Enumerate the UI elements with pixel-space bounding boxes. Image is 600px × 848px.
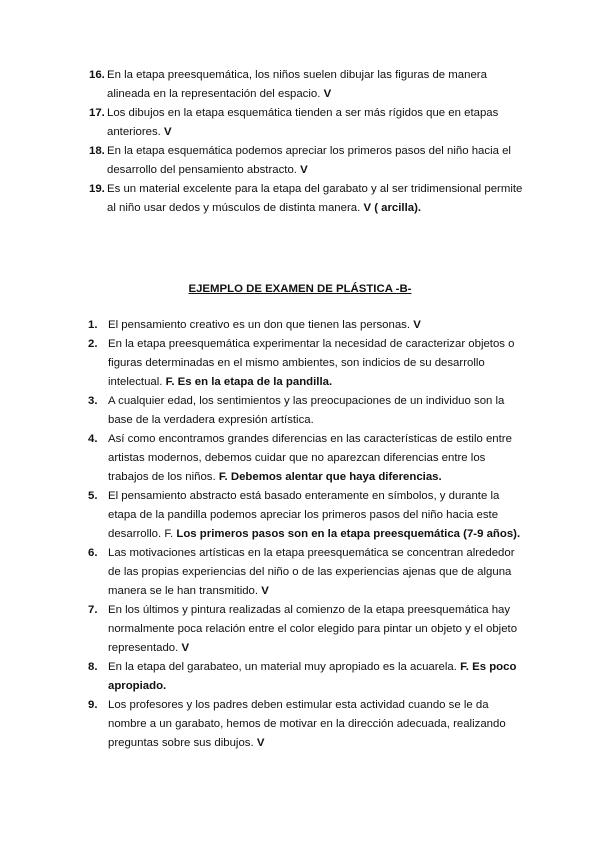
question-text: En la etapa preesquemática, los niños suelen dibujar las figuras de manera alineada en la representación del espacio. [107, 69, 487, 100]
question-number: 1. [88, 319, 98, 331]
question-answer: V [181, 642, 190, 654]
question-answer: V [261, 585, 269, 597]
question-item [88, 104, 528, 142]
question-text: A cualquier edad, los sentimientos y las preocupaciones de un individuo son la base de la verdadera expresión artística. [108, 395, 505, 426]
question-text: En la etapa preesquemática experimentar la necesidad de caracterizar objetos o figuras determinadas en el mismo ambientes, son indicios de su desarrollo intelectual. [108, 338, 515, 388]
question-number: 8. [88, 661, 98, 673]
question-number: 17. [89, 107, 105, 119]
question-number: 6. [88, 547, 98, 559]
question-item [88, 430, 528, 487]
question-answer: Los primeros pasos son en la etapa preesquemática (7-9 años). [176, 528, 521, 540]
question-item [88, 180, 528, 218]
question-number: 7. [88, 604, 98, 616]
question-list-b [88, 316, 528, 753]
question-number: 19. [89, 183, 105, 195]
question-text: En la etapa esquemática podemos apreciar los primeros pasos del niño hacia el desarrollo del pensamiento abstracto. [107, 145, 511, 176]
question-item [88, 392, 528, 430]
question-number: 9. [88, 699, 98, 711]
question-text: El pensamiento abstracto está basado enteramente en símbolos, y durante la etapa de la pandilla podemos apreciar los primeros pasos del niño hacia este desarrollo. F. [108, 490, 500, 540]
question-item [88, 316, 528, 335]
question-answer: V [323, 88, 332, 100]
question-answer: V [413, 319, 421, 331]
question-number: 18. [89, 145, 105, 157]
question-text: Las motivaciones artísticas en la etapa preesquemática se concentran alrededor de las propias experiencias del niño o de las experiencias ajenas que de alguna manera se le han transmitido. [108, 547, 515, 597]
exam-title: EJEMPLO DE EXAMEN DE PLÁSTICA -B- [188, 283, 412, 295]
question-list-a [88, 66, 528, 218]
question-item [88, 142, 528, 180]
question-text: Los dibujos en la etapa esquemática tienden a ser más rígidos que en etapas anteriores. [107, 107, 499, 138]
question-answer: V [164, 126, 172, 138]
question-item [88, 544, 528, 601]
question-number: 2. [88, 338, 98, 350]
question-answer: V [300, 164, 308, 176]
question-number: 4. [88, 433, 98, 445]
question-answer: F. Debemos alentar que haya diferencias. [218, 471, 442, 483]
question-number: 3. [88, 395, 98, 407]
question-answer: V ( arcilla). [363, 202, 422, 214]
question-item [88, 487, 528, 544]
question-answer: F. Es en la etapa de la pandilla. [165, 376, 333, 388]
question-item [88, 335, 528, 392]
question-number: 5. [88, 490, 98, 502]
question-answer: V [256, 737, 265, 749]
question-text: Así como encontramos grandes diferencias en las características de estilo entre artistas modernos, debemos cuidar que no aparezcan diferencias entre los trabajos de los niños. [108, 433, 512, 483]
question-item [88, 658, 528, 696]
question-item [88, 601, 528, 658]
question-number: 16. [89, 69, 105, 81]
question-answer: F. Es poco apropiado. [108, 661, 517, 692]
question-text: En la etapa del garabateo, un material muy apropiado es la acuarela. [108, 661, 457, 673]
question-text: Es un material excelente para la etapa del garabato y al ser tridimensional permite al niño usar dedos y músculos de distinta manera. [107, 183, 523, 214]
question-text: El pensamiento creativo es un don que tienen las personas. [108, 319, 411, 331]
question-item [88, 66, 528, 104]
question-text: Los profesores y los padres deben estimular esta actividad cuando se le da nombre a un garabato, hemos de motivar en la dirección adecuada, realizando preguntas sobre sus dibujos. [108, 699, 506, 749]
question-item [88, 696, 528, 753]
question-text: En los últimos y pintura realizadas al comienzo de la etapa preesquemática hay normalmente poca relación entre el color elegido para pintar un objeto y el objeto representado. [108, 604, 518, 654]
